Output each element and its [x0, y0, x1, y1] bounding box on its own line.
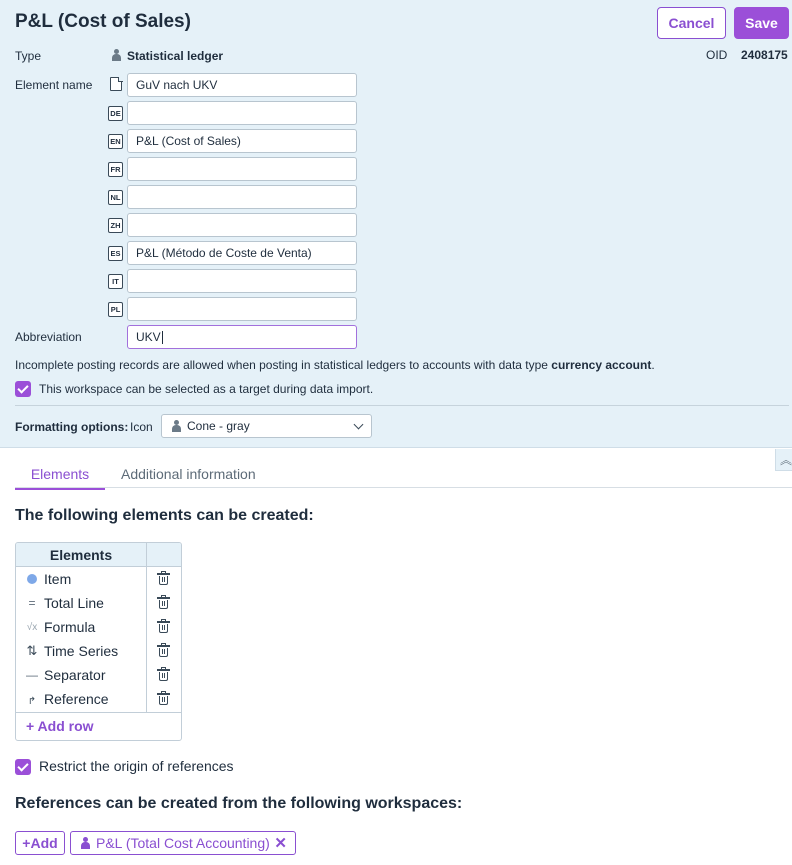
- sqrt-icon: √x: [26, 621, 38, 633]
- cone-icon: [171, 420, 181, 432]
- lang-es-icon: ES: [108, 246, 123, 261]
- arrows-updown-icon: ⇅: [26, 643, 38, 658]
- table-row: [16, 567, 181, 591]
- table-row: [16, 663, 181, 687]
- add-workspace-label: Add: [30, 835, 58, 851]
- table-row: [16, 591, 181, 615]
- row-label: Reference: [44, 691, 109, 707]
- tab-additional-information[interactable]: Additional information: [121, 466, 256, 482]
- trash-icon[interactable]: [157, 571, 170, 586]
- element-name-de-input[interactable]: [127, 101, 357, 125]
- text-caret: [162, 331, 163, 344]
- type-label: Type: [15, 49, 42, 63]
- table-row: [16, 687, 181, 711]
- workspace-chip[interactable]: [70, 831, 296, 855]
- row-label: Total Line: [44, 595, 104, 611]
- plus-icon: +: [22, 835, 31, 851]
- element-name-nl-input[interactable]: [127, 185, 357, 209]
- abbreviation-label: Abbreviation: [15, 330, 82, 344]
- reference-arrow-icon: ↱: [27, 696, 37, 707]
- chevron-down-icon: [354, 420, 364, 430]
- person-icon: [111, 49, 121, 61]
- divider: [15, 405, 789, 406]
- notice-emphasis: currency account: [551, 358, 652, 372]
- table-header: [16, 543, 181, 567]
- formatting-label: Formatting options:: [15, 420, 129, 434]
- lang-en-icon: EN: [108, 134, 123, 149]
- restrict-origin-label: Restrict the origin of references: [39, 758, 234, 774]
- remove-icon[interactable]: ✕: [274, 835, 287, 852]
- page-title: P&L (Cost of Sales): [15, 11, 191, 32]
- row-label: Item: [44, 571, 72, 587]
- element-name-en-input[interactable]: P&L (Cost of Sales): [127, 129, 357, 153]
- oid-label: OID: [706, 48, 728, 62]
- table-row: [16, 639, 181, 663]
- person-icon: [80, 837, 90, 849]
- row-label: Time Series: [44, 643, 119, 659]
- lang-fr-icon: FR: [108, 162, 123, 177]
- table-footer: [16, 712, 181, 740]
- add-workspace-button[interactable]: [15, 831, 65, 855]
- dash-icon: —: [26, 668, 38, 682]
- collapse-icon[interactable]: ︽: [775, 449, 792, 471]
- posting-notice: [15, 358, 655, 372]
- cancel-button[interactable]: Cancel: [657, 7, 726, 39]
- import-target-label: This workspace can be selected as a target during data import.: [39, 382, 374, 396]
- trash-icon[interactable]: [157, 595, 170, 610]
- notice-text: Incomplete posting records are allowed when posting in statistical ledgers to accounts with data type: [15, 358, 552, 372]
- document-icon: [110, 77, 122, 91]
- elements-heading: The following elements can be created:: [15, 507, 314, 524]
- tab-underline: [15, 487, 792, 488]
- save-button[interactable]: Save: [734, 7, 789, 39]
- icon-label: Icon: [130, 420, 153, 434]
- import-target-checkbox[interactable]: [15, 381, 31, 397]
- plus-icon: +: [26, 718, 38, 734]
- column-header-elements: Elements: [49, 547, 113, 563]
- equals-icon: =: [28, 596, 36, 610]
- trash-icon[interactable]: [157, 643, 170, 658]
- restrict-origin-checkbox[interactable]: [15, 759, 31, 775]
- lang-nl-icon: NL: [108, 190, 123, 205]
- row-label: Separator: [44, 667, 106, 683]
- element-name-zh-input[interactable]: [127, 213, 357, 237]
- type-value: Statistical ledger: [127, 49, 224, 63]
- element-name-pl-input[interactable]: [127, 297, 357, 321]
- circle-icon: [25, 571, 39, 587]
- trash-icon[interactable]: [157, 667, 170, 682]
- element-name-label: Element name: [15, 78, 93, 92]
- element-name-it-input[interactable]: [127, 269, 357, 293]
- element-name-fr-input[interactable]: [127, 157, 357, 181]
- add-row-button[interactable]: [26, 718, 94, 734]
- element-name-input[interactable]: GuV nach UKV: [127, 73, 357, 97]
- trash-icon[interactable]: [157, 619, 170, 634]
- add-row-label: Add row: [37, 718, 94, 734]
- abbreviation-input[interactable]: [127, 325, 357, 349]
- abbreviation-value: UKV: [136, 330, 161, 344]
- element-name-es-input[interactable]: P&L (Método de Coste de Venta): [127, 241, 357, 265]
- table-row: [16, 615, 181, 639]
- lang-it-icon: IT: [108, 274, 123, 289]
- notice-end: .: [651, 358, 655, 372]
- references-heading: References can be created from the following workspaces:: [15, 795, 463, 812]
- lang-zh-icon: ZH: [108, 218, 123, 233]
- lang-de-icon: DE: [108, 106, 123, 121]
- icon-select[interactable]: [161, 414, 372, 438]
- elements-table: [15, 542, 182, 741]
- row-label: Formula: [44, 619, 96, 635]
- oid-value: 2408175: [741, 48, 788, 62]
- lang-pl-icon: PL: [108, 302, 123, 317]
- workspace-chip-label: P&L (Total Cost Accounting): [96, 835, 270, 851]
- icon-select-value: Cone - gray: [187, 419, 250, 433]
- tab-elements[interactable]: Elements: [15, 466, 105, 490]
- trash-icon[interactable]: [157, 691, 170, 706]
